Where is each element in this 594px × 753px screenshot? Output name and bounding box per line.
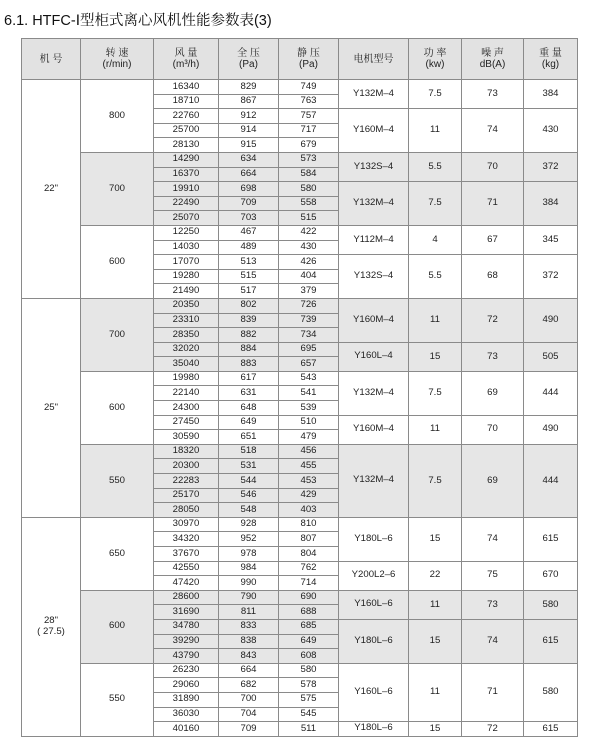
- total-pressure-cell: 990: [219, 576, 279, 591]
- static-pressure-cell: 726: [279, 298, 339, 313]
- table-row: [22, 152, 578, 167]
- weight-cell: 615: [524, 517, 578, 561]
- flow-cell: 23310: [154, 313, 219, 328]
- total-pressure-cell: 700: [219, 692, 279, 707]
- static-pressure-cell: 453: [279, 474, 339, 489]
- flow-cell: 21490: [154, 284, 219, 299]
- motor-model-cell: Y132M–4: [339, 371, 409, 415]
- static-pressure-cell: 558: [279, 196, 339, 211]
- static-pressure-cell: 379: [279, 284, 339, 299]
- noise-cell: 69: [462, 444, 524, 517]
- flow-cell: 25170: [154, 488, 219, 503]
- static-pressure-cell: 608: [279, 649, 339, 664]
- total-pressure-cell: 883: [219, 357, 279, 372]
- flow-cell: 17070: [154, 255, 219, 270]
- noise-cell: 68: [462, 255, 524, 299]
- power-cell: 5.5: [409, 152, 462, 181]
- flow-cell: 24300: [154, 401, 219, 416]
- static-pressure-cell: 580: [279, 182, 339, 197]
- flow-cell: 20300: [154, 459, 219, 474]
- machine-cell: [22, 298, 81, 517]
- flow-cell: 19280: [154, 269, 219, 284]
- static-pressure-cell: 456: [279, 444, 339, 459]
- static-pressure-cell: 543: [279, 371, 339, 386]
- table-row: [22, 298, 578, 313]
- flow-cell: 42550: [154, 561, 219, 576]
- total-pressure-cell: 489: [219, 240, 279, 255]
- motor-model-cell: Y200L2–6: [339, 561, 409, 590]
- flow-cell: 28130: [154, 138, 219, 153]
- weight-cell: 384: [524, 182, 578, 226]
- noise-cell: 75: [462, 561, 524, 590]
- noise-cell: 74: [462, 619, 524, 663]
- static-pressure-cell: 649: [279, 634, 339, 649]
- speed-cell: 550: [81, 444, 154, 517]
- speed-cell: 600: [81, 590, 154, 663]
- weight-cell: 345: [524, 225, 578, 254]
- performance-table: [21, 38, 578, 737]
- header-row: [22, 39, 578, 80]
- flow-cell: 22490: [154, 196, 219, 211]
- total-pressure-cell: 843: [219, 649, 279, 664]
- header-motor-label: 电机型号: [353, 53, 394, 65]
- power-cell: 11: [409, 415, 462, 444]
- total-pressure-cell: 651: [219, 430, 279, 445]
- power-cell: 11: [409, 298, 462, 342]
- header-power-label: 功 率: [423, 48, 447, 59]
- total-pressure-cell: 838: [219, 634, 279, 649]
- total-pressure-cell: 546: [219, 488, 279, 503]
- static-pressure-cell: 426: [279, 255, 339, 270]
- total-pressure-cell: 513: [219, 255, 279, 270]
- static-pressure-cell: 580: [279, 663, 339, 678]
- motor-model-cell: Y112M–4: [339, 225, 409, 254]
- table-row: [22, 517, 578, 532]
- weight-cell: 490: [524, 298, 578, 342]
- weight-cell: 444: [524, 371, 578, 415]
- header-weight: [524, 39, 578, 80]
- total-pressure-cell: 515: [219, 269, 279, 284]
- total-pressure-cell: 811: [219, 605, 279, 620]
- flow-cell: 43790: [154, 649, 219, 664]
- noise-cell: 69: [462, 371, 524, 415]
- total-pressure-cell: 802: [219, 298, 279, 313]
- noise-cell: 71: [462, 182, 524, 226]
- static-pressure-cell: 807: [279, 532, 339, 547]
- static-pressure-cell: 455: [279, 459, 339, 474]
- noise-cell: 74: [462, 517, 524, 561]
- flow-cell: 28350: [154, 328, 219, 343]
- static-pressure-cell: 810: [279, 517, 339, 532]
- speed-cell: 800: [81, 80, 154, 153]
- flow-cell: 35040: [154, 357, 219, 372]
- header-static-pressure: [279, 39, 339, 80]
- header-flow: [154, 39, 219, 80]
- power-cell: 15: [409, 342, 462, 371]
- weight-cell: 430: [524, 109, 578, 153]
- weight-cell: 580: [524, 590, 578, 619]
- header-speed: [81, 39, 154, 80]
- flow-cell: 30590: [154, 430, 219, 445]
- static-pressure-cell: 763: [279, 94, 339, 109]
- flow-cell: 18710: [154, 94, 219, 109]
- machine-sublabel: ( 27.5): [37, 625, 65, 637]
- noise-cell: 71: [462, 663, 524, 721]
- static-pressure-cell: 739: [279, 313, 339, 328]
- noise-cell: 73: [462, 342, 524, 371]
- static-pressure-cell: 541: [279, 386, 339, 401]
- static-pressure-cell: 679: [279, 138, 339, 153]
- total-pressure-cell: 839: [219, 313, 279, 328]
- static-pressure-cell: 515: [279, 211, 339, 226]
- noise-cell: 72: [462, 298, 524, 342]
- header-total-pressure-label: 全 压: [237, 48, 260, 59]
- total-pressure-cell: 548: [219, 503, 279, 518]
- flow-cell: 34780: [154, 619, 219, 634]
- noise-cell: 73: [462, 590, 524, 619]
- machine-cell: [22, 80, 81, 299]
- motor-model-cell: Y160M–4: [339, 298, 409, 342]
- weight-cell: 372: [524, 152, 578, 181]
- noise-cell: 74: [462, 109, 524, 153]
- header-motor: [339, 39, 409, 80]
- noise-cell: 72: [462, 722, 524, 737]
- weight-cell: 615: [524, 722, 578, 737]
- header-static-pressure-label: 静 压: [297, 48, 320, 59]
- flow-cell: 12250: [154, 225, 219, 240]
- motor-model-cell: Y160L–6: [339, 590, 409, 619]
- total-pressure-cell: 634: [219, 152, 279, 167]
- machine-label: 28": [43, 615, 59, 627]
- total-pressure-cell: 531: [219, 459, 279, 474]
- static-pressure-cell: 717: [279, 123, 339, 138]
- static-pressure-cell: 422: [279, 225, 339, 240]
- static-pressure-cell: 403: [279, 503, 339, 518]
- motor-model-cell: Y160L–6: [339, 663, 409, 721]
- flow-cell: 18320: [154, 444, 219, 459]
- total-pressure-cell: 648: [219, 401, 279, 416]
- header-machine-label: 机 号: [39, 53, 63, 65]
- header-speed-label: 转 速: [105, 48, 129, 59]
- static-pressure-cell: 479: [279, 430, 339, 445]
- flow-cell: 34320: [154, 532, 219, 547]
- flow-cell: 22760: [154, 109, 219, 124]
- total-pressure-cell: 915: [219, 138, 279, 153]
- weight-cell: 372: [524, 255, 578, 299]
- static-pressure-cell: 510: [279, 415, 339, 430]
- total-pressure-cell: 867: [219, 94, 279, 109]
- total-pressure-cell: 617: [219, 371, 279, 386]
- flow-cell: 31890: [154, 692, 219, 707]
- motor-model-cell: Y132S–4: [339, 152, 409, 181]
- machine-cell: [22, 517, 81, 736]
- noise-cell: 67: [462, 225, 524, 254]
- flow-cell: 20350: [154, 298, 219, 313]
- total-pressure-cell: 682: [219, 678, 279, 693]
- flow-cell: 28050: [154, 503, 219, 518]
- power-cell: 11: [409, 663, 462, 721]
- table-row: [22, 444, 578, 459]
- flow-cell: 25070: [154, 211, 219, 226]
- static-pressure-cell: 404: [279, 269, 339, 284]
- noise-cell: 70: [462, 415, 524, 444]
- page-title: 6.1. HTFC-Ⅰ型柜式离心风机性能参数表(3): [4, 13, 272, 29]
- weight-cell: 505: [524, 342, 578, 371]
- table-row: [22, 371, 578, 386]
- total-pressure-cell: 664: [219, 167, 279, 182]
- header-machine: [22, 39, 81, 80]
- static-pressure-cell: 657: [279, 357, 339, 372]
- total-pressure-cell: 664: [219, 663, 279, 678]
- flow-cell: 19980: [154, 371, 219, 386]
- header-flow-unit: (m³/h): [172, 59, 200, 70]
- flow-cell: 22140: [154, 386, 219, 401]
- motor-model-cell: Y160M–4: [339, 415, 409, 444]
- motor-model-cell: Y180L–6: [339, 517, 409, 561]
- static-pressure-cell: 695: [279, 342, 339, 357]
- table-row: [22, 590, 578, 605]
- speed-cell: 700: [81, 152, 154, 225]
- flow-cell: 28600: [154, 590, 219, 605]
- header-total-pressure-unit: (Pa): [239, 59, 258, 70]
- machine-label: 22": [43, 182, 59, 194]
- header-noise-unit: dB(A): [479, 59, 506, 70]
- weight-cell: 615: [524, 619, 578, 663]
- static-pressure-cell: 804: [279, 547, 339, 562]
- total-pressure-cell: 914: [219, 123, 279, 138]
- total-pressure-cell: 703: [219, 211, 279, 226]
- total-pressure-cell: 649: [219, 415, 279, 430]
- table-row: [22, 225, 578, 240]
- table-row: [22, 663, 578, 678]
- total-pressure-cell: 709: [219, 722, 279, 737]
- power-cell: 7.5: [409, 80, 462, 109]
- header-noise-label: 噪 声: [481, 48, 504, 59]
- total-pressure-cell: 631: [219, 386, 279, 401]
- motor-model-cell: Y180L–6: [339, 619, 409, 663]
- flow-cell: 26230: [154, 663, 219, 678]
- flow-cell: 25700: [154, 123, 219, 138]
- motor-model-cell: Y160M–4: [339, 109, 409, 153]
- motor-model-cell: Y132M–4: [339, 444, 409, 517]
- static-pressure-cell: 573: [279, 152, 339, 167]
- motor-model-cell: Y160L–4: [339, 342, 409, 371]
- total-pressure-cell: 517: [219, 284, 279, 299]
- flow-cell: 16340: [154, 80, 219, 95]
- header-power: [409, 39, 462, 80]
- total-pressure-cell: 698: [219, 182, 279, 197]
- power-cell: 15: [409, 517, 462, 561]
- flow-cell: 47420: [154, 576, 219, 591]
- total-pressure-cell: 928: [219, 517, 279, 532]
- static-pressure-cell: 429: [279, 488, 339, 503]
- static-pressure-cell: 430: [279, 240, 339, 255]
- speed-cell: 700: [81, 298, 154, 371]
- total-pressure-cell: 518: [219, 444, 279, 459]
- noise-cell: 70: [462, 152, 524, 181]
- flow-cell: 16370: [154, 167, 219, 182]
- total-pressure-cell: 704: [219, 707, 279, 722]
- weight-cell: 490: [524, 415, 578, 444]
- total-pressure-cell: 709: [219, 196, 279, 211]
- weight-cell: 580: [524, 663, 578, 721]
- flow-cell: 40160: [154, 722, 219, 737]
- speed-cell: 650: [81, 517, 154, 590]
- header-power-unit: (kw): [425, 59, 445, 70]
- speed-cell: 600: [81, 225, 154, 298]
- static-pressure-cell: 734: [279, 328, 339, 343]
- flow-cell: 39290: [154, 634, 219, 649]
- flow-cell: 31690: [154, 605, 219, 620]
- total-pressure-cell: 884: [219, 342, 279, 357]
- total-pressure-cell: 912: [219, 109, 279, 124]
- static-pressure-cell: 762: [279, 561, 339, 576]
- flow-cell: 30970: [154, 517, 219, 532]
- motor-model-cell: Y180L–6: [339, 722, 409, 737]
- flow-cell: 29060: [154, 678, 219, 693]
- total-pressure-cell: 829: [219, 80, 279, 95]
- static-pressure-cell: 690: [279, 590, 339, 605]
- static-pressure-cell: 578: [279, 678, 339, 693]
- flow-cell: 32020: [154, 342, 219, 357]
- static-pressure-cell: 688: [279, 605, 339, 620]
- static-pressure-cell: 714: [279, 576, 339, 591]
- header-weight-label: 重 量: [539, 48, 562, 59]
- power-cell: 11: [409, 590, 462, 619]
- motor-model-cell: Y132S–4: [339, 255, 409, 299]
- flow-cell: 37670: [154, 547, 219, 562]
- flow-cell: 14290: [154, 152, 219, 167]
- header-speed-unit: (r/min): [102, 59, 132, 70]
- flow-cell: 36030: [154, 707, 219, 722]
- header-noise: [462, 39, 524, 80]
- power-cell: 4: [409, 225, 462, 254]
- power-cell: 22: [409, 561, 462, 590]
- power-cell: 5.5: [409, 255, 462, 299]
- header-flow-label: 风 量: [174, 48, 198, 59]
- total-pressure-cell: 882: [219, 328, 279, 343]
- machine-label: 25": [43, 401, 59, 413]
- total-pressure-cell: 833: [219, 619, 279, 634]
- speed-cell: 600: [81, 371, 154, 444]
- static-pressure-cell: 575: [279, 692, 339, 707]
- header-weight-unit: (kg): [541, 59, 560, 70]
- table-row: [22, 80, 578, 95]
- power-cell: 7.5: [409, 444, 462, 517]
- weight-cell: 384: [524, 80, 578, 109]
- header-static-pressure-unit: (Pa): [299, 59, 318, 70]
- power-cell: 15: [409, 722, 462, 737]
- weight-cell: 444: [524, 444, 578, 517]
- static-pressure-cell: 757: [279, 109, 339, 124]
- power-cell: 7.5: [409, 182, 462, 226]
- motor-model-cell: Y132M–4: [339, 80, 409, 109]
- motor-model-cell: Y132M–4: [339, 182, 409, 226]
- flow-cell: 19910: [154, 182, 219, 197]
- flow-cell: 14030: [154, 240, 219, 255]
- weight-cell: 670: [524, 561, 578, 590]
- power-cell: 15: [409, 619, 462, 663]
- header-total-pressure: [219, 39, 279, 80]
- flow-cell: 27450: [154, 415, 219, 430]
- total-pressure-cell: 984: [219, 561, 279, 576]
- static-pressure-cell: 749: [279, 80, 339, 95]
- total-pressure-cell: 952: [219, 532, 279, 547]
- static-pressure-cell: 545: [279, 707, 339, 722]
- total-pressure-cell: 544: [219, 474, 279, 489]
- table-body: [22, 80, 578, 737]
- noise-cell: 73: [462, 80, 524, 109]
- total-pressure-cell: 790: [219, 590, 279, 605]
- power-cell: 11: [409, 109, 462, 153]
- flow-cell: 22283: [154, 474, 219, 489]
- speed-cell: 550: [81, 663, 154, 736]
- total-pressure-cell: 467: [219, 225, 279, 240]
- static-pressure-cell: 539: [279, 401, 339, 416]
- static-pressure-cell: 685: [279, 619, 339, 634]
- static-pressure-cell: 584: [279, 167, 339, 182]
- static-pressure-cell: 511: [279, 722, 339, 737]
- total-pressure-cell: 978: [219, 547, 279, 562]
- power-cell: 7.5: [409, 371, 462, 415]
